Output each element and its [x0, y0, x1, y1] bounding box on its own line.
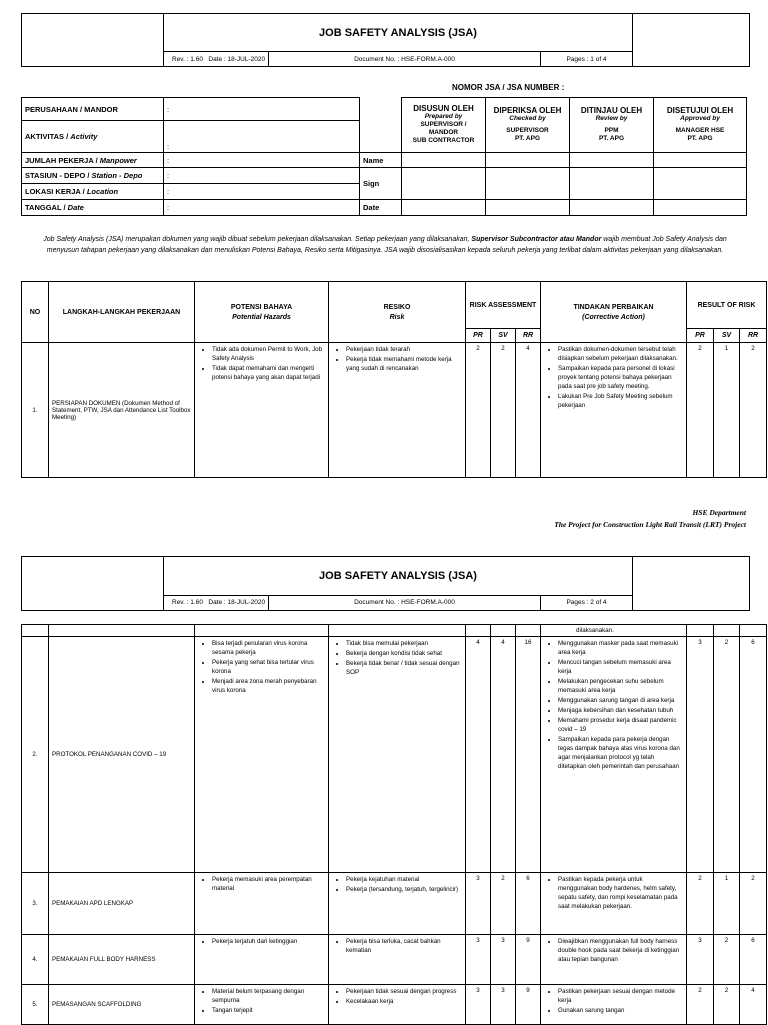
list-item: • Melakukan pengecekan suhu sebelum memasuki area kerja [558, 677, 683, 695]
row-result-sv: 2 [714, 985, 740, 1025]
col-potensi: POTENSI BAHAYA Potential Hazards [195, 282, 329, 343]
list-item: • Pastikan pekerjaan sesuai dengan metode kerja [558, 987, 683, 1005]
date-cell-3[interactable] [570, 200, 654, 216]
row-step: PERSIAPAN DOKUMEN (Dokumen Method of Statement, PTW, JSA dan Attendance List Toolbox Meeting) [49, 343, 195, 478]
label-sign: Sign [360, 168, 402, 200]
date-cell-4[interactable] [654, 200, 747, 216]
value-tanggal[interactable]: : [164, 200, 360, 216]
row-result-sv: 2 [714, 637, 740, 873]
list-item: • Pastikan kepada pekerja untuk menggunakan body hardenes, helm safety, sepatu safety, dan rompi keselamatan pada saat melakukan pekerjaan. [558, 875, 683, 911]
list-item: • Bekerja tidak benar / tidak sesuai dengan SOP [346, 659, 462, 677]
row-hazards [195, 637, 329, 873]
row-hazards [195, 935, 329, 985]
col-resiko: RESIKO Risk [329, 282, 466, 343]
list-item: • Pekerja tidak memahami metode kerja yang sudah di rencanakan [346, 355, 462, 373]
row-sv: 2 [491, 873, 516, 935]
row-sv: 2 [491, 343, 516, 478]
col-langkah: LANGKAH-LANGKAH PEKERJAAN [49, 282, 195, 343]
row-pr: 4 [466, 637, 491, 873]
sign-cell-1[interactable] [402, 168, 486, 200]
col-result: RESULT OF RISK [687, 282, 767, 329]
jsa-number-label: NOMOR JSA / JSA NUMBER : [452, 83, 565, 92]
row-result-rr: 6 [740, 637, 767, 873]
list-item: • Menjadi area zona merah penyebaran virus korona [212, 677, 325, 695]
row-result-pr: 3 [687, 637, 714, 873]
date-cell-2[interactable] [486, 200, 570, 216]
row-hazards [195, 873, 329, 935]
col-result-rr: RR [740, 329, 767, 343]
list-item: • Menggunakan masker pada saat memasuki area kerja [558, 639, 683, 657]
row-result-pr: 2 [687, 873, 714, 935]
list-item: • Material belum terpasang dengan sempurna [212, 987, 325, 1005]
name-cell-3[interactable] [570, 153, 654, 168]
col-tindakan: TINDAKAN PERBAIKAN (Corrective Action) [541, 282, 687, 343]
row-hazards [195, 343, 329, 478]
logo-box-right-p2 [633, 557, 750, 611]
label-aktivitas: AKTIVITAS / Activity [22, 121, 164, 153]
row-step: PEMASANGAN SCAFFOLDING [49, 985, 195, 1025]
list-item: • Diwajibkan menggunakan full body harness double hook pada saat bekerja di ketinggian atau tepian bangunan [558, 937, 683, 964]
footer-department: HSE Department [692, 508, 746, 517]
table-row [22, 873, 767, 935]
list-item: • Pekerjaan tidak terarah [346, 345, 462, 354]
row-no: 5. [22, 985, 49, 1025]
row-pr: 3 [466, 873, 491, 935]
page-title: JOB SAFETY ANALYSIS (JSA) [164, 14, 633, 52]
jsa-table-page2 [21, 624, 767, 1025]
sign-cell-4[interactable] [654, 168, 747, 200]
row-result-pr: 2 [687, 985, 714, 1025]
list-item: • Mencuci tangan sebelum memasuki area kerja [558, 658, 683, 676]
row-sv: 3 [491, 985, 516, 1025]
list-item: • Pekerja bisa terluka, cacat bahkan kematian [346, 937, 462, 955]
intro-paragraph: Job Safety Analysis (JSA) merupakan dokumen yang wajib dibuat sebelum pekerjaan dilaksanakan. Setiap pekerjaan yang dilaksanakan, Supervisor Subcontractor atau Mandor wajib membuat Job Safety Analysis dan menyusun tahapan pekerjaan yang dilaksanakan dan menuliskan Potensi Bahaya, Resiko serta Mitigasinya. JSA wajib disosialisasikan kepada seluruh pekerja yang terlibat dalam aktivitas pekerjaan yang dilaksanakan. [43, 236, 727, 254]
row-no: 1. [22, 343, 49, 478]
row-result-pr: 3 [687, 935, 714, 985]
row-sv: 3 [491, 935, 516, 985]
list-item: • Lakukan Pre Job Safety Meeting sebelum pekerjaan [558, 392, 683, 410]
row-result-rr: 2 [740, 343, 767, 478]
list-item: • Pekerja terjatuh dari ketinggian [212, 937, 325, 946]
row-no: 4. [22, 935, 49, 985]
sign-cell-3[interactable] [570, 168, 654, 200]
col-rr: RR [516, 329, 541, 343]
pages-p2: Pages : 2 of 4 [541, 595, 633, 610]
row-step: PROTOKOL PENANGANAN COVID – 19 [49, 637, 195, 873]
document-number-p2: Document No. : HSE-FORM.A-000 [269, 595, 541, 610]
approval-checked: DIPERIKSA OLEH Checked by SUPERVISOR PT. APG [486, 98, 570, 153]
list-item: • Pekerja memasuki area perempatan material [212, 875, 325, 893]
footer-project: The Project for Construction Light Rail Transit (LRT) Project [554, 520, 746, 529]
col-result-pr: PR [687, 329, 714, 343]
list-item: • Kecelakaan kerja [346, 997, 462, 1006]
row-result-rr: 4 [740, 985, 767, 1025]
list-item: • Menjaga kebersihan dan kesehatan tubuh [558, 706, 683, 715]
table-row [22, 343, 767, 478]
date: Date : 18-JUL-2020 [208, 55, 266, 63]
logo-box [22, 14, 164, 67]
value-jumlah[interactable]: : [164, 153, 360, 168]
list-item: • Tidak ada dokumen Permit to Work, Job Safety Analysis [212, 345, 325, 363]
row-actions [541, 873, 687, 935]
name-cell-4[interactable] [654, 153, 747, 168]
row-risks [329, 873, 466, 935]
list-item: • Pekerja kejatuhan material [346, 875, 462, 884]
approval-approved: DISETUJUI OLEH Approved by MANAGER HSE PT. APG [654, 98, 747, 153]
row-sv: 4 [491, 637, 516, 873]
footer [554, 507, 746, 531]
label-date: Date [360, 200, 402, 216]
rev-p2: Rev. : 1.60 [172, 599, 203, 607]
row-result-sv: 1 [714, 873, 740, 935]
page1-header [21, 13, 750, 67]
label-perusahaan: PERUSAHAAN / MANDOR [22, 98, 164, 121]
info-table [21, 97, 747, 216]
row-step: PEMAKAIAN APD LENGKAP [49, 873, 195, 935]
table-row [22, 985, 767, 1025]
col-sv: SV [491, 329, 516, 343]
row-risks [329, 985, 466, 1025]
pages: Pages : 1 of 4 [541, 52, 633, 67]
value-aktivitas[interactable]: : [164, 121, 360, 153]
page-title-p2: JOB SAFETY ANALYSIS (JSA) [164, 557, 633, 596]
row-result-pr: 2 [687, 343, 714, 478]
date-cell-1[interactable] [402, 200, 486, 216]
row-risks [329, 343, 466, 478]
label-stasiun: STASIUN - DEPO / Station - Depo [22, 168, 164, 184]
list-item: • Gunakan sarung tangan [558, 1006, 683, 1015]
row-risks [329, 935, 466, 985]
col-risk-assessment: RISK ASSESSMENT [466, 282, 541, 329]
list-item: • Sampaikan kepada para personel di lokasi proyek tentang potensi bahaya pekerjaan pada saat pre job safety meeting. [558, 364, 683, 391]
page2-header [21, 556, 750, 611]
row-risks [329, 637, 466, 873]
row-no: 3. [22, 873, 49, 935]
rev: Rev. : 1.60 [172, 55, 203, 63]
row-hazards [195, 985, 329, 1025]
list-item: • Bekerja dengan kondisi tidak sehat [346, 649, 462, 658]
row-result-sv: 2 [714, 935, 740, 985]
jsa-table-page1 [21, 281, 767, 478]
col-pr: PR [466, 329, 491, 343]
row-result-rr: 2 [740, 873, 767, 935]
value-perusahaan[interactable]: : [164, 98, 360, 121]
row-pr: 2 [466, 343, 491, 478]
row-pr: 3 [466, 985, 491, 1025]
list-item: • Sampaikan kepada para pekerja dengan tegas dampak bahaya atas virus korona dan agar menjalankan protocol yg telah ditetapkan oleh pemerintah dan perusahaan [558, 735, 683, 771]
row-no: 2. [22, 637, 49, 873]
row-rr: 9 [516, 935, 541, 985]
row-result-rr: 6 [740, 935, 767, 985]
list-item: • Menggunakan sarung tangan di area kerja [558, 696, 683, 705]
row-actions [541, 985, 687, 1025]
row-actions [541, 637, 687, 873]
table-row [22, 637, 767, 873]
list-item: • Bisa terjadi penularan virus korona sesama pekerja [212, 639, 325, 657]
row-rr: 9 [516, 985, 541, 1025]
carry-over-text: dilaksanakan. [541, 625, 687, 637]
row-step: PEMAKAIAN FULL BODY HARNESS [49, 935, 195, 985]
list-item: • Pekerjaan tidak sesuai dengan progress [346, 987, 462, 996]
date-p2: Date : 18-JUL-2020 [208, 599, 266, 607]
row-result-sv: 1 [714, 343, 740, 478]
name-cell-2[interactable] [486, 153, 570, 168]
logo-box-right [633, 14, 750, 67]
document-number: Document No. : HSE-FORM.A-000 [269, 52, 541, 67]
sign-cell-2[interactable] [486, 168, 570, 200]
table-row [22, 935, 767, 985]
row-actions [541, 935, 687, 985]
row-pr: 3 [466, 935, 491, 985]
approval-review: DITINJAU OLEH Review by PPM PT. APG [570, 98, 654, 153]
value-stasiun[interactable]: : [164, 168, 360, 184]
label-name: Name [360, 153, 402, 168]
list-item: • Tidak dapat memahami dan mengerti potensi bahaya yang akan dapat terjadi [212, 364, 325, 382]
logo-box-p2 [22, 557, 164, 611]
list-item: • Pekerja (tersandung, terjatuh, tergelincir) [346, 885, 462, 894]
label-jumlah: JUMLAH PEKERJA / Manpower [22, 153, 164, 168]
row-rr: 4 [516, 343, 541, 478]
list-item: • Pekerja yang sehat bisa tertular virus korona [212, 658, 325, 676]
list-item: • Tidak bisa memulai pekerjaan [346, 639, 462, 648]
row-rr: 16 [516, 637, 541, 873]
list-item: • Memahami prosedur kerja disaat pandemic covid – 19 [558, 716, 683, 734]
row-rr: 6 [516, 873, 541, 935]
label-lokasi: LOKASI KERJA / Location [22, 184, 164, 200]
col-no: NO [22, 282, 49, 343]
value-lokasi[interactable]: : [164, 184, 360, 200]
col-result-sv: SV [714, 329, 740, 343]
name-cell-1[interactable] [402, 153, 486, 168]
list-item: • Tangan terjepit [212, 1006, 325, 1015]
label-tanggal: TANGGAL / Date [22, 200, 164, 216]
list-item: • Pastikan dokumen-dokumen tersebut telah disiapkan sebelum pekerjaan dilaksanakan. [558, 345, 683, 363]
approval-prepared: DISUSUN OLEH Prepared by SUPERVISOR / MANDOR SUB CONTRACTOR [402, 98, 486, 153]
row-actions [541, 343, 687, 478]
